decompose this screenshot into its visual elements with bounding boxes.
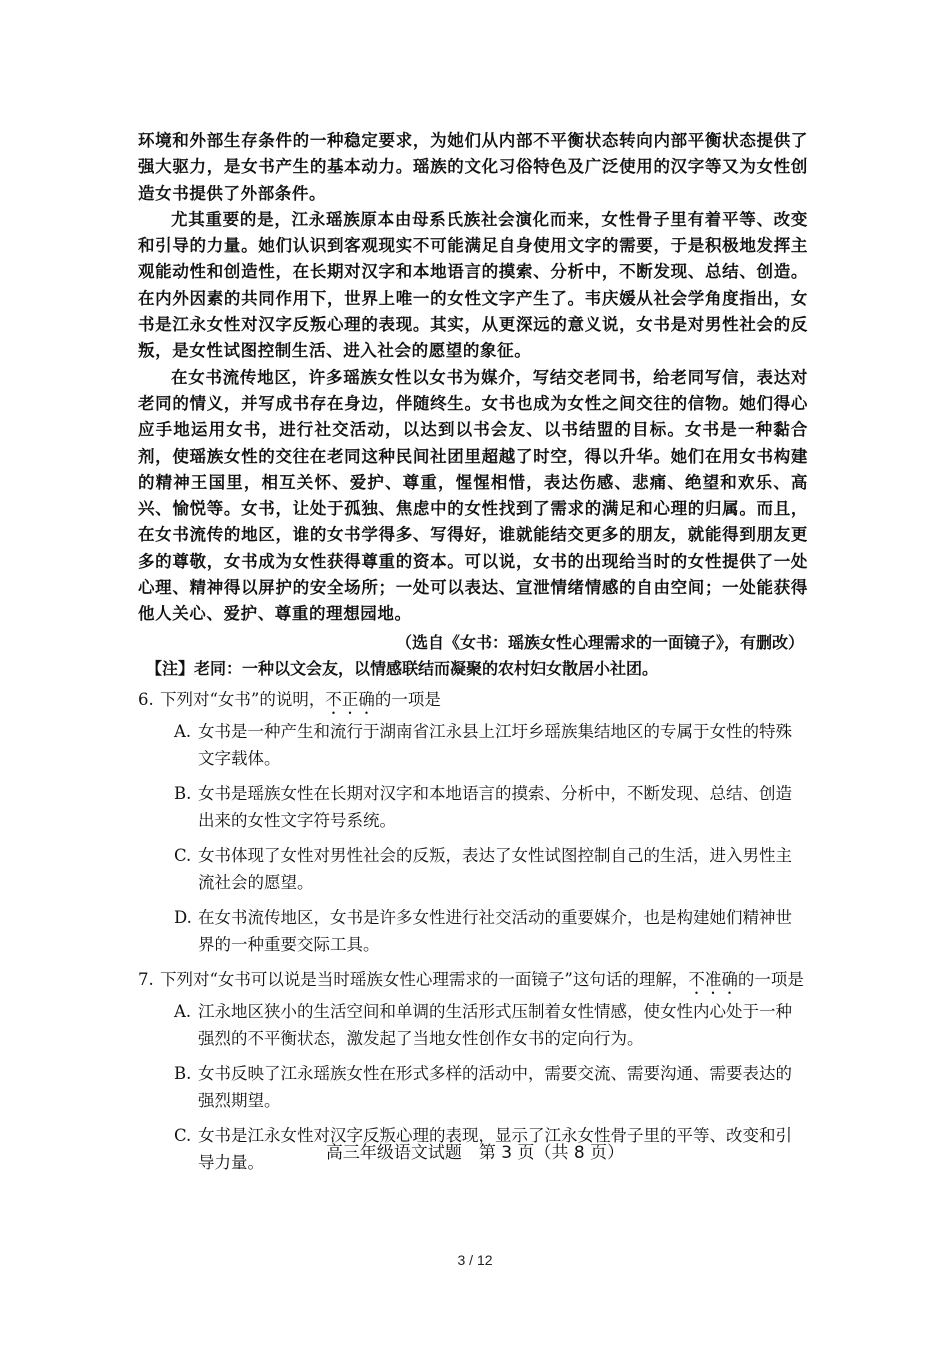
option-a	[174, 998, 808, 1052]
page-footer: 高三年级语文试题 第 3 页（共 8 页）	[325, 1143, 625, 1163]
stem-emphasis: 不准确	[688, 969, 738, 989]
options-list	[174, 718, 808, 958]
option-text: 女书是一种产生和流行于湖南省江永县上江圩乡瑶族集结地区的专属于女性的特殊文字载体。	[198, 721, 792, 768]
question-number: 6.	[138, 689, 154, 709]
question-number: 7.	[138, 969, 154, 989]
option-letter: C.	[174, 845, 192, 865]
option-letter: B.	[174, 783, 192, 803]
option-letter: B.	[174, 1063, 192, 1083]
option-a	[174, 718, 808, 772]
stem-prefix: 下列对“女书”的说明，	[160, 689, 326, 709]
option-letter: A.	[174, 721, 192, 741]
option-letter: A.	[174, 1001, 192, 1021]
option-b	[174, 780, 808, 834]
option-text: 女书是瑶族女性在长期对汉字和本地语言的摸索、分析中，不断发现、总结、创造出来的女性文字符号系统。	[198, 783, 792, 830]
option-b	[174, 1060, 808, 1114]
page-indicator: 3 / 12	[457, 1252, 493, 1268]
option-d	[174, 904, 808, 958]
stem-suffix: 的一项是	[374, 689, 441, 709]
stem-emphasis: 不正确	[325, 689, 375, 709]
passage-note: 【注】老同：一种以文会友，以情感联结而凝聚的农村妇女散居小社团。	[146, 658, 659, 678]
scanned-exam-page	[138, 128, 808, 1184]
stem-suffix: 的一项是	[737, 969, 804, 989]
question-6	[138, 686, 808, 958]
option-text: 女书反映了江永瑶族女性在形式多样的活动中，需要交流、需要沟通、需要表达的强烈期望。	[198, 1063, 792, 1110]
question-stem	[138, 686, 808, 718]
option-text: 女书体现了女性对男性社会的反叛，表达了女性试图控制自己的生活，进入男性主流社会的愿望。	[198, 845, 792, 892]
stem-prefix: 下列对“女书可以说是当时瑶族女性心理需求的一面镜子”这句话的理解，	[160, 969, 689, 989]
option-letter: D.	[174, 907, 192, 927]
option-text: 女书是江永女性对汉字反叛心理的表现，显示了江永女性骨子里的平等、改变和引导力量。	[198, 1125, 792, 1172]
option-text: 在女书流传地区，女书是许多女性进行社交活动的重要媒介，也是构建她们精神世界的一种重要交际工具。	[198, 907, 792, 954]
passage-source: （选自《女书：瑶族女性心理需求的一面镜子》，有删改）	[395, 632, 804, 652]
question-text	[160, 686, 441, 718]
question-text	[160, 966, 804, 998]
option-c	[174, 842, 808, 896]
question-stem	[138, 966, 808, 998]
option-text: 江永地区狭小的生活空间和单调的生活形式压制着女性情感，使女性内心处于一种强烈的不平衡状态，激发起了当地女性创作女书的定向行为。	[198, 1001, 792, 1048]
passage-paragraph-2: 尤其重要的是，江永瑶族原本由母系氏族社会演化而来，女性骨子里有着平等、改变和引导的力量。她们认识到客观现实不可能满足自身使用文字的需要，于是积极地发挥主观能动性和创造性，在长期对汉字和本地语言的摸索、分析中，不断发现、总结、创造。在内外因素的共同作用下，世界上唯一的女性文字产生了。韦庆媛从社会学角度指出，女书是江永女性对汉字反叛心理的表现。其实，从更深远的意义说，女书是对男性社会的反叛，是女性试图控制生活、进入社会的愿望的象征。	[138, 209, 808, 361]
option-letter: C.	[174, 1125, 192, 1145]
passage-paragraph-3: 在女书流传地区，许多瑶族女性以女书为媒介，写结交老同书，给老同写信，表达对老同的情义，并写成书存在身边，伴随终生。女书也成为女性之间交往的信物。她们得心应手地运用女书，进行社交活动，以达到以书会友、以书结盟的目标。女书是一种黏合剂，使瑶族女性的交往在老同这种民间社团里超越了时空，得以升华。她们在用女书构建的精神王国里，相互关怀、爱护、尊重，惺惺相惜，表达伤感、悲痛、绝望和欢乐、高兴、愉悦等。女书，让处于孤独、焦虑中的女性找到了需求的满足和心理的归属。而且，在女书流传的地区，谁的女书学得多、写得好，谁就能结交更多的朋友，就能得到朋友更多的尊敬，女书成为女性获得尊重的资本。可以说，女书的出现给当时的女性提供了一处心理、精神得以屏护的安全场所；一处可以表达、宣泄情绪情感的自由空间；一处能获得他人关心、爱护、尊重的理想园地。	[138, 367, 808, 624]
passage-paragraph-1: 环境和外部生存条件的一种稳定要求，为她们从内部不平衡状态转向内部平衡状态提供了强大驱力，是女书产生的基本动力。瑶族的文化习俗特色及广泛使用的汉字等又为女性创造女书提供了外部条件。	[138, 131, 808, 203]
